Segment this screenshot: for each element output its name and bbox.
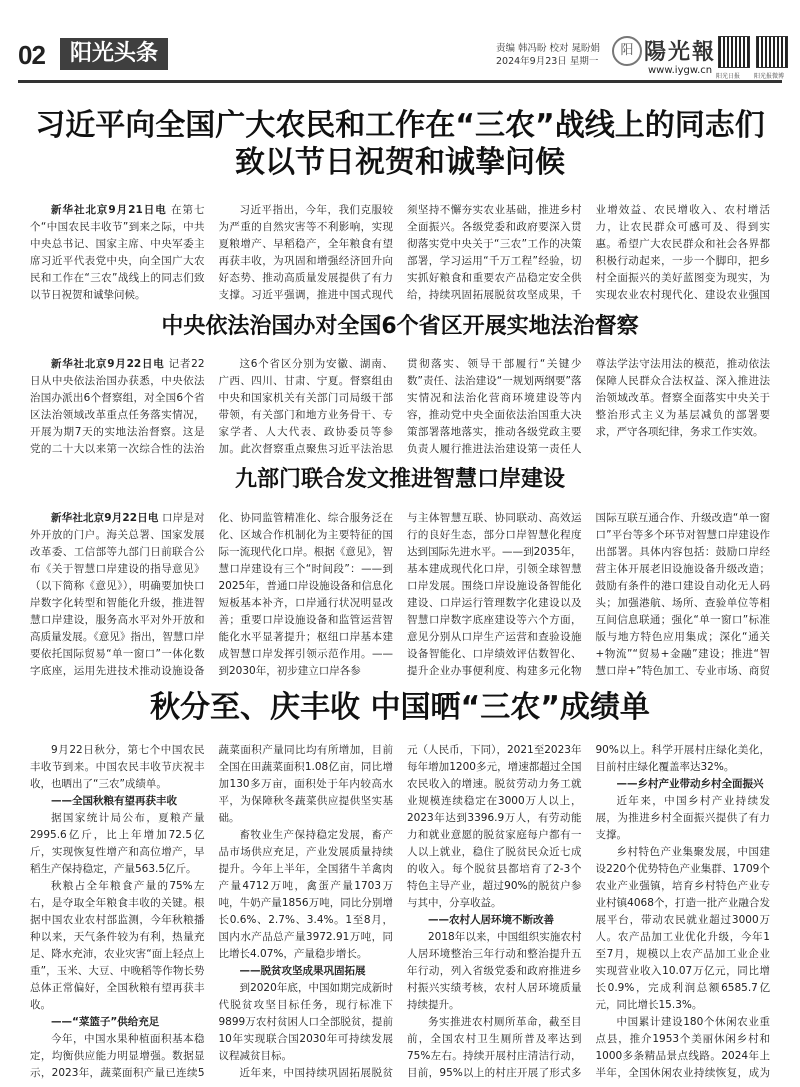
article-column bbox=[219, 202, 394, 302]
headline-harvest: 秋分至、庆丰收 中国晒“三农”成绩单 bbox=[150, 690, 650, 725]
paragraph: 习近平指出，今年，我们克服较为严重的自然灾害等不利影响，实现夏粮增产、早稻稳产，全年粮食有望再获丰收，为巩固和增强经济回升向好态势、推动高质量发展提供了有力支撑。习近平强调，推进中国式现代 bbox=[218, 204, 393, 301]
article-column bbox=[30, 510, 205, 682]
paragraph: 这6个省区分别为安徽、湖南、广西、四川、甘肃、宁夏。督察组由中央和国家机关有关部门司局级干部带领，有关部门和地方业务骨干、专家学者、人大代表、政协委员等参加。此次督察重点聚焦习近平法治思 bbox=[218, 358, 393, 455]
editor-credits bbox=[496, 42, 626, 68]
subheading: ——乡村产业带动乡村全面振兴 bbox=[616, 778, 764, 790]
article-body bbox=[30, 202, 770, 302]
editors-line: 责编 韩冯盼 校对 晁盼娟 bbox=[496, 43, 601, 54]
paragraph: 元（人民币，下同），2021至2023年每年增加1200多元，增速都超过全国农民收入的增速。脱贫劳动力务工就业规模连续稳定在3000万人以上，2023年达到3396.9万人，有劳动能力和就业意愿的脱贫家庭每户都有一人以上就业，稳住了脱贫民众近七成的收入。每个脱贫县都培育了2-3个特色主导产业，超过90%的脱贫户参与其中，分享收益。 bbox=[407, 744, 582, 909]
paragraph: 秋粮占全年粮食产量的75%左右，是夺取全年粮食丰收的关键。根据中国农业农村部监测，今年秋粮播种以来，天气条件较为有利，热量充足、降水充沛，农业灾害“面上轻点上重”，玉米、大豆、中晚稻等作物长势总体正常偏好，全国秋粮有望再获丰收。 bbox=[30, 880, 205, 1011]
article-column bbox=[407, 202, 582, 302]
headline-main-line1: 习近平向全国广大农民和工作在“三农”战线上的同志们 bbox=[35, 108, 765, 143]
paragraph: 须坚持不懈夯实农业基础，推进乡村全面振兴。各级党委和政府要深入贯彻落实党中央关于“三农”工作的决策部署，学习运用“千万工程”经验，切实抓好粮食和重要农产品稳定安全供给，持续巩固拓展脱贫攻坚成果，千 bbox=[407, 204, 582, 301]
paragraph: 乡村特色产业集聚发展，中国建设220个优势特色产业集群、1709个农业产业强镇，培育乡村特色产业专业村镇4068个，打造一批产业融合发展平台，带动农民就业超过3000万人。农产品加工业优化升级，今年1至7月，规模以上农产品加工业企业实现营业收入10.07万亿元，同比增长0.9%，完成利润总额6585.7亿元，同比增长15.3%。 bbox=[595, 846, 770, 1011]
paragraph: 记者22日从中央依法治国办获悉，中央依法治国办派出6个督察组，对全国6个省区法治领域改革重点任务落实情况，开展为期7天的实地法治督察。这是党的二十大以来第一次综合性的法治 bbox=[30, 358, 205, 455]
paragraph: 贯彻落实、领导干部履行“关键少数”责任、法治建设“一规划两纲要”落实情况和法治化营商环境建设等内容，推动党中央全面依法治国重大决策部署落地落实，推动各级党政主要负责人履行推进法治建设第一责任人 bbox=[407, 358, 582, 455]
article-column bbox=[30, 202, 205, 302]
paragraph: 2018年以来，中国组织实施农村人居环境整治三年行动和整治提升五年行动，列入省级党委和政府推进乡村振兴实绩考核，农村人居环境质量持续提升。 bbox=[407, 931, 582, 1011]
article-body bbox=[30, 510, 770, 682]
article-column bbox=[30, 356, 205, 458]
qr-code-icon bbox=[718, 36, 750, 68]
article-column bbox=[407, 356, 582, 458]
article-column bbox=[596, 202, 771, 302]
article-body bbox=[30, 356, 770, 458]
dateline: 新华社北京9月21日电 bbox=[51, 204, 167, 216]
qr-caption: 阳光报微博 bbox=[754, 73, 785, 80]
article-column bbox=[219, 510, 394, 682]
qr-code-icon bbox=[756, 36, 788, 68]
article-column bbox=[596, 742, 771, 1082]
issue-date: 2024年9月23日 星期一 bbox=[496, 56, 599, 67]
paragraph: 据国家统计局公布，夏粮产量2995.6亿斤，比上年增加72.5亿斤，实现恢复性增产和高位增产，早稻生产保持稳定，产量563.5亿斤。 bbox=[30, 812, 205, 875]
newspaper-logo: 陽光報 bbox=[644, 39, 717, 65]
headline-smart-port: 九部门联合发文推进智慧口岸建设 bbox=[234, 467, 565, 492]
paragraph: 近年来，中国乡村产业持续发展，为推进乡村全面振兴提供了有力支撑。 bbox=[595, 795, 770, 841]
dateline: 新华社北京9月22日电 bbox=[51, 358, 165, 370]
paragraph: 中国累计建设180个休闲农业重点县，推介1953个美丽休闲乡村和1000多条精品景点线路。2024年上半年，全国休闲农业持续恢复，成为 bbox=[595, 1016, 770, 1079]
paragraph: 在第七个“中国农民丰收节”到来之际，中共中央总书记、国家主席、中央军委主席习近平代表党中央，向全国广大农民和工作在“三农”战线上的同志们致以节日祝贺和诚挚问候。 bbox=[30, 204, 205, 301]
paragraph: 国际互联互通合作、升级改造“单一窗口”平台等多个环节对智慧口岸建设作出部署。具体内容包括：鼓励口岸经营主体开展老旧设施设备升级改造；鼓励有条件的港口建设自动化无人码头；加强港航、场所、查验单位等相互间信息联通；强化“单一窗口”标准版与地方特色应用集成；深化“通关+物流”“贸易+金融”建设；推进“智慧口岸+”特色加工、专业市场、商贸 bbox=[595, 512, 770, 677]
paragraph: 蔬菜面积产量同比均有所增加，目前全国在田蔬菜面积1.08亿亩，同比增加130多万亩，面积处于年内较高水平，为保障秋冬蔬菜供应提供坚实基础。 bbox=[218, 744, 393, 824]
sun-logo-icon: 阳 bbox=[612, 36, 642, 66]
paragraph: 务实推进农村厕所革命，截至目前，全国农村卫生厕所普及率达到75%左右。持续开展村庄清洁行动，目前，95%以上的村庄开展了形式多 bbox=[407, 1016, 582, 1079]
section-title: 阳光头条 bbox=[60, 38, 168, 70]
paragraph: 9月22日秋分，第七个中国农民丰收节到来。中国农民丰收节庆祝丰收，也晒出了“三农”成绩单。 bbox=[30, 744, 205, 790]
article-column bbox=[30, 742, 205, 1082]
paragraph: 近年来，中国持续巩固拓展脱贫 bbox=[239, 1067, 393, 1079]
article-column bbox=[407, 510, 582, 682]
paragraph: 化、协同监管精准化、综合服务泛在化、区域合作机制化为主要特征的国际一流现代化口岸。根据《意见》，智慧口岸建设有三个“时间段”：——到2025年，普通口岸设施设备和信息化短板基本补齐，口岸通行状况明显改善；重要口岸设施设备和监管运营智能化水平显著提升；枢纽口岸基本建成智慧口岸发挥引领示范作用。——到2030年，初步建立口岸各参 bbox=[218, 512, 393, 677]
website-url[interactable]: www.iygw.cn bbox=[648, 65, 713, 76]
paragraph: 与主体智慧互联、协同联动、高效运行的良好生态，部分口岸智慧化程度达到国际先进水平。——到2035年，基本建成现代化口岸，引领全球智慧口岸发展。围绕口岸设施设备智能化建设、口岸运行管理数字化建设以及智慧口岸数字底座建设等六个方面，意见分别从口岸生产运营和查验设施设备智能化、口岸绩效评估数智化、提升企业办事便利度、构建多元化物 bbox=[407, 512, 582, 677]
article-body bbox=[30, 742, 770, 1082]
paragraph: 尊法学法守法用法的模范，推动依法保障人民群众合法权益、深入推进法治领域改革。督察全面落实中央关于整治形式主义为基层减负的部署要求，严守各项纪律，务求工作实效。 bbox=[595, 358, 770, 438]
paragraph: 到2020年底，中国如期完成新时代脱贫攻坚目标任务，现行标准下9899万农村贫困人口全部脱贫，提前10年实现联合国2030年可持续发展议程减贫目标。 bbox=[218, 982, 393, 1062]
paragraph: 业增效益、农民增收入、农村增活力，让农民群众可感可及、得到实惠。希望广大农民群众和社会各界都积极行动起来，一步一个脚印，把乡村全面振兴的美好蓝图变为现实，为实现农业农村现代化、建设农业强国 bbox=[595, 204, 770, 301]
headline-main-line2: 致以节日祝贺和诚挚问候 bbox=[235, 145, 565, 180]
article-column bbox=[596, 356, 771, 458]
dateline: 新华社北京9月22日电 bbox=[51, 512, 159, 524]
paragraph: 畜牧业生产保持稳定发展，畜产品市场供应充足，产业发展质量持续提升。今年上半年，全国猪牛羊禽肉产量4712万吨，禽蛋产量1703万吨，牛奶产量1856万吨，同比分别增长0.6%、2.7%、3.4%。1至8月，国内水产品总产量3972.91万吨，同比增长4.07%，产量稳步增长。 bbox=[218, 829, 393, 960]
paragraph: 90%以上。科学开展村庄绿化美化，目前村庄绿化覆盖率达32%。 bbox=[595, 744, 770, 773]
subheading: ——“菜篮子”供给充足 bbox=[51, 1016, 160, 1028]
headline-rule-of-law: 中央依法治国办对全国6个省区开展实地法治督察 bbox=[161, 314, 639, 339]
qr-caption: 阳光日报 bbox=[716, 73, 741, 80]
paragraph: 口岸是对外开放的门户。海关总署、国家发展改革委、工信部等九部门日前联合公布《关于智慧口岸建设的指导意见》（以下简称《意见》），明确要加快口岸数字化转型和智能化升级，推进智慧口岸建设，服务高水平对外开放和高质量发展。《意见》指出，智慧口岸要依托国际贸易“单一窗口”一体化数字底座，运用先进技术推动设施设备 bbox=[30, 512, 205, 677]
paragraph: 今年，中国水果种植面积基本稳定，均衡供应能力明显增强。数据显示，2023年，蔬菜面积产量已连续5 bbox=[30, 1033, 205, 1079]
subheading: ——脱贫攻坚成果巩固拓展 bbox=[239, 965, 366, 977]
article-column bbox=[407, 742, 582, 1082]
article-column bbox=[596, 510, 771, 682]
masthead-rule bbox=[18, 80, 782, 83]
article-column bbox=[219, 356, 394, 458]
subheading: ——农村人居环境不断改善 bbox=[428, 914, 554, 926]
subheading: ——全国秋粮有望再获丰收 bbox=[51, 795, 177, 807]
page-number: 02 bbox=[18, 40, 45, 70]
article-column bbox=[219, 742, 394, 1082]
